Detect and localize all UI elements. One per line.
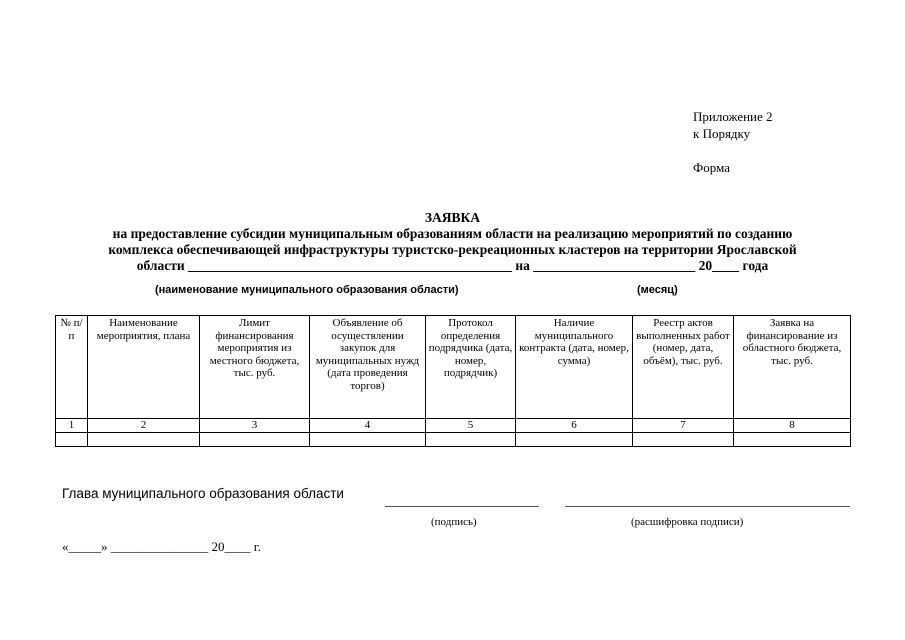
empty-cell[interactable] bbox=[516, 432, 633, 446]
header-local-budget-limit: Лимит финансирования мероприятия из местного бюджета, тыс. руб. bbox=[200, 316, 310, 419]
empty-cell[interactable] bbox=[633, 432, 734, 446]
empty-cell[interactable] bbox=[426, 432, 516, 446]
title-heading: ЗАЯВКА bbox=[424, 210, 481, 225]
table-header-row bbox=[56, 316, 851, 419]
header-acts-registry: Реестр актов выполненных работ (номер, дата, объём), тыс. руб. bbox=[633, 316, 734, 419]
header-procurement-notice: Объявление об осуществлении закупок для муниципальных нужд (дата проведения торгов) bbox=[310, 316, 426, 419]
column-number-cell: 6 bbox=[516, 419, 633, 433]
title-line-1: на предоставление субсидии муниципальным образованиям области на реализацию мероприятий по созданию bbox=[112, 226, 793, 241]
title-line-2: комплекса обеспечивающей инфраструктуры туристско-рекреационных кластеров на территории Ярославской bbox=[108, 242, 797, 257]
column-number-cell: 2 bbox=[88, 419, 200, 433]
appendix-number: Приложение 2 bbox=[693, 109, 773, 124]
date-line: «_____» _______________ 20____ г. bbox=[62, 539, 261, 554]
signature-decode-caption: (расшифровка подписи) bbox=[631, 516, 744, 528]
empty-cell[interactable] bbox=[200, 432, 310, 446]
signature-line bbox=[385, 506, 539, 507]
title-line-3: области ________________________________________________ на ________________________ 20____ года bbox=[136, 258, 769, 273]
head-of-municipality-label: Глава муниципального образования области bbox=[62, 486, 344, 501]
header-regional-funding-request: Заявка на финансирование из областного бюджета, тыс. руб. bbox=[734, 316, 851, 419]
empty-cell[interactable] bbox=[734, 432, 851, 446]
signature-caption: (подпись) bbox=[431, 516, 477, 528]
header-municipal-contract: Наличие муниципального контракта (дата, номер, сумма) bbox=[516, 316, 633, 419]
appendix-reference: к Порядку bbox=[693, 126, 751, 141]
column-number-cell: 4 bbox=[310, 419, 426, 433]
application-table bbox=[55, 315, 851, 447]
empty-cell[interactable] bbox=[56, 432, 88, 446]
appendix-block bbox=[693, 108, 773, 176]
table-row-empty bbox=[56, 432, 851, 446]
form-label: Форма bbox=[693, 160, 730, 175]
column-number-cell: 1 bbox=[56, 419, 88, 433]
municipality-caption: (наименование муниципального образования области) bbox=[155, 284, 459, 296]
column-number-cell: 3 bbox=[200, 419, 310, 433]
column-number-cell: 5 bbox=[426, 419, 516, 433]
header-activity-name: Наименование мероприятия, плана bbox=[88, 316, 200, 419]
empty-cell[interactable] bbox=[310, 432, 426, 446]
signature-decode-line bbox=[565, 506, 850, 507]
document-title bbox=[40, 210, 865, 274]
month-caption: (месяц) bbox=[637, 284, 678, 296]
empty-cell[interactable] bbox=[88, 432, 200, 446]
column-number-cell: 7 bbox=[633, 419, 734, 433]
table-row-numbers bbox=[56, 419, 851, 433]
header-number: № п/п bbox=[56, 316, 88, 419]
header-contractor-protocol: Протокол определения подрядчика (дата, номер, подрядчик) bbox=[426, 316, 516, 419]
column-number-cell: 8 bbox=[734, 419, 851, 433]
